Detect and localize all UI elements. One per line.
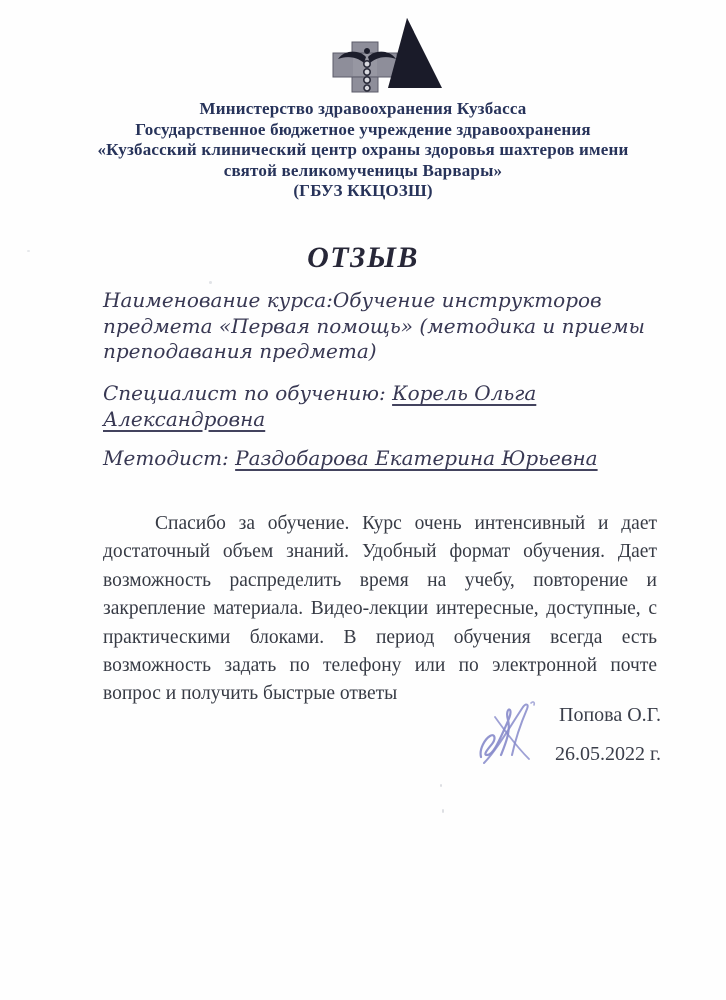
handwritten-signature-icon [472, 696, 548, 768]
org-header-line-3: «Кузбасский клинический центр охраны здоровья шахтеров имени [97, 140, 629, 160]
methodist-label: Методист: [103, 446, 229, 470]
organization-header [0, 99, 726, 202]
org-header-line-2: Государственное бюджетное учреждение здравоохранения [135, 119, 591, 139]
course-value: Обучение инструкторов предмета «Первая помощь» (методика и приемы преподавания предмета) [103, 288, 645, 363]
course-name-line [103, 288, 661, 365]
specialist-line [103, 381, 623, 432]
scan-speck [442, 809, 444, 813]
signatory-name: Попова О.Г. [559, 704, 661, 726]
organization-logo [318, 10, 458, 95]
review-body-text: Спасибо за обучение. Курс очень интенсивный и дает достаточный объем знаний. Удобный формат обучения. Дает возможность распределить время на учебу, повторение и закрепление материала. Видео-лекции интересные, доступные, с практическими блоками. В период обучения всегда есть возможность задать по телефону или по электронной почте вопрос и получить быстрые ответы [103, 513, 657, 705]
triangle-cross-caduceus-icon [318, 10, 458, 95]
methodist-line [103, 446, 713, 472]
signature-date: 26.05.2022 г. [555, 743, 661, 765]
org-header-line-5: (ГБУЗ ККЦОЗШ) [293, 181, 433, 201]
specialist-label: Специалист по обучению: [103, 381, 386, 405]
course-label: Наименование курса: [103, 288, 333, 312]
document-title: ОТЗЫВ [307, 241, 419, 274]
methodist-name: Раздобарова Екатерина Юрьевна [235, 446, 598, 470]
org-header-line-1: Министерство здравоохранения Кузбасса [199, 99, 527, 118]
scan-speck [209, 281, 212, 284]
specialist-name: Корель Ольга Александровна [103, 381, 537, 431]
scan-speck [27, 250, 30, 252]
scan-speck [440, 784, 442, 787]
org-header-line-4: святой великомученицы Варвары» [223, 160, 503, 180]
